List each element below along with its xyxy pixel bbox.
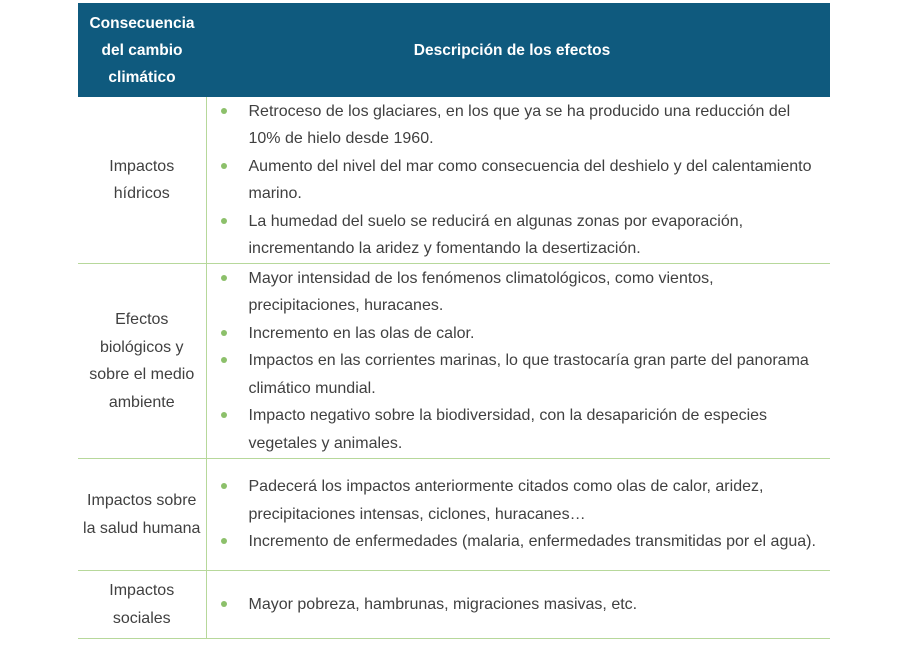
header-description: Descripción de los efectos — [206, 3, 830, 97]
table-body — [78, 97, 830, 639]
bullet-icon — [221, 483, 227, 489]
list-item — [207, 153, 819, 208]
description-cell — [206, 97, 830, 264]
effects-list — [207, 473, 819, 556]
effect-text: Incremento de enfermedades (malaria, enfermedades transmitidas por el agua). — [248, 533, 816, 551]
table-row — [78, 571, 830, 639]
effect-text: Padecerá los impactos anteriormente citados como olas de calor, aridez, precipitaciones intensas, ciclones, huracanes… — [248, 478, 764, 523]
list-item — [207, 473, 819, 528]
table-row — [78, 264, 830, 459]
description-cell — [206, 571, 830, 639]
list-item — [207, 320, 819, 348]
list-item — [207, 591, 819, 619]
bullet-icon — [221, 163, 227, 169]
effect-text: Mayor pobreza, hambrunas, migraciones masivas, etc. — [248, 595, 638, 613]
effect-text: La humedad del suelo se reducirá en algunas zonas por evaporación, incrementando la aridez y fomentando la desertización. — [248, 212, 744, 257]
effect-text: Incremento en las olas de calor. — [248, 324, 475, 342]
effects-list — [207, 265, 819, 458]
bullet-icon — [221, 218, 227, 224]
description-cell — [206, 459, 830, 571]
bullet-icon — [221, 601, 227, 607]
effect-text: Impacto negativo sobre la biodiversidad, con la desaparición de especies vegetales y animales. — [248, 407, 768, 452]
header-row — [78, 3, 830, 97]
list-item — [207, 98, 819, 153]
category-cell: Impactos sobre la salud humana — [78, 459, 206, 571]
bullet-icon — [221, 538, 227, 544]
category-cell: Impactos sociales — [78, 571, 206, 639]
effects-list — [207, 591, 819, 619]
effects-list — [207, 98, 819, 263]
list-item — [207, 347, 819, 402]
table-row — [78, 459, 830, 571]
climate-effects-table — [78, 3, 830, 639]
list-item — [207, 402, 819, 457]
effect-text: Mayor intensidad de los fenómenos climatológicos, como vientos, precipitaciones, huracanes. — [248, 269, 714, 315]
list-item — [207, 528, 819, 556]
list-item — [207, 208, 819, 263]
description-cell — [206, 264, 830, 459]
bullet-icon — [221, 412, 227, 418]
table-row — [78, 97, 830, 264]
effect-text: Aumento del nivel del mar como consecuencia del deshielo y del calentamiento marino. — [248, 157, 812, 202]
bullet-icon — [221, 357, 227, 363]
bullet-icon — [221, 330, 227, 336]
list-item — [207, 265, 819, 320]
bullet-icon — [221, 275, 227, 281]
category-cell: Impactos hídricos — [78, 97, 206, 264]
header-consequence: Consecuencia del cambio climático — [78, 3, 206, 97]
bullet-icon — [221, 108, 227, 114]
table-header — [78, 3, 830, 97]
effect-text: Retroceso de los glaciares, en los que ya se ha producido una reducción del 10% de hielo desde 1960. — [248, 102, 791, 147]
effect-text: Impactos en las corrientes marinas, lo que trastocaría gran parte del panorama climático mundial. — [248, 352, 809, 397]
category-cell: Efectos biológicos y sobre el medio ambiente — [78, 264, 206, 459]
